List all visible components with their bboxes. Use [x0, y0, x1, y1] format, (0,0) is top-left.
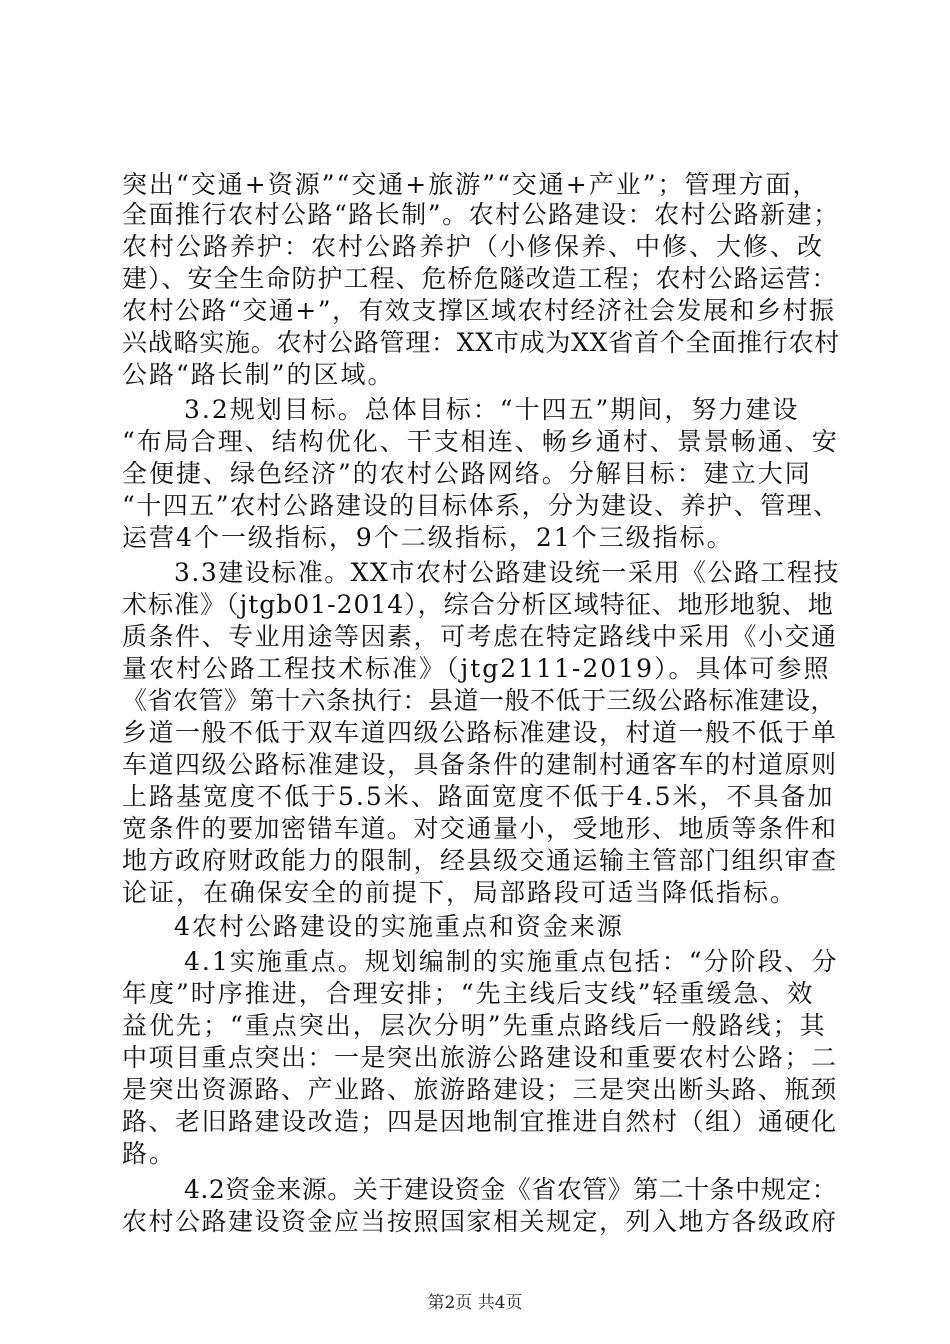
text-line: 全便捷、绿色经济”的农村公路网络。分解目标：建立大同 — [122, 459, 812, 488]
text-line: 全面推行农村公路“路长制”。农村公路建设：农村公路新建； — [122, 200, 840, 229]
text-line: 《省农管》第十六条执行：县道一般不低于三级公路标准建设， — [122, 686, 837, 715]
text-line: 益优先；“重点突出，层次分明”先重点路线后一般路线；其 — [122, 1011, 827, 1040]
section-heading: 3.2规划目标。总体目标：“十四五”期间，努力建设 — [184, 395, 800, 424]
text-line: 量农村公路工程技术标准》（jtg2111-2019）。具体可参照 — [122, 654, 831, 683]
page-number-footer: 第2页 共4页 — [427, 1293, 523, 1313]
text-line: 公路“路长制”的区域。 — [122, 360, 395, 389]
section-heading: 4农村公路建设的实施重点和资金来源 — [174, 912, 624, 941]
text-line: 地方政府财政能力的限制，经县级交通运输主管部门组织审查 — [122, 846, 838, 875]
text-line: “布局合理、结构优化、干支相连、畅乡通村、景景畅通、安 — [122, 427, 839, 456]
text-line: 乡道一般不低于双车道四级公路标准建设，村道一般不低于单 — [122, 718, 838, 747]
text-line: 农村公路建设资金应当按照国家相关规定，列入地方各级政府 — [122, 1207, 838, 1236]
text-line: 农村公路养护：农村公路养护（小修保养、中修、大修、改 — [122, 232, 825, 261]
text-line: 突出“交通+资源”“交通+旅游”“交通+产业”；管理方面， — [122, 170, 820, 199]
text-line: 术标准》（jtgb01-2014），综合分析区域特征、地形地貌、地 — [122, 590, 834, 619]
text-line: 质条件、专业用途等因素，可考虑在特定路线中采用《小交通 — [122, 622, 838, 651]
section-heading: 3.3建设标准。XX市农村公路建设统一采用《公路工程技 — [174, 558, 840, 587]
section-heading: 4.1实施重点。规划编制的实施重点包括：“分阶段、分 — [184, 947, 839, 976]
text-line: 宽条件的要加密错车道。对交通量小，受地形、地质等条件和 — [122, 814, 838, 843]
text-line: 中项目重点突出：一是突出旅游公路建设和重要农村公路；二 — [122, 1043, 838, 1072]
text-line: 是突出资源路、产业路、旅游路建设；三是突出断头路、瓶颈 — [122, 1075, 838, 1104]
text-line: 车道四级公路标准建设，具备条件的建制村通客车的村道原则 — [122, 750, 838, 779]
text-line: 上路基宽度不低于5.5米、路面宽度不低于4.5米，不具备加 — [122, 782, 835, 811]
text-line: 建）、安全生命防护工程、危桥危隧改造工程；农村公路运营： — [122, 264, 838, 293]
text-line: 运营4个一级指标，9个二级指标，21个三级指标。 — [122, 523, 734, 552]
text-line: 农村公路“交通+”，有效支撑区域农村经济社会发展和乡村振 — [122, 296, 836, 325]
text-line: 路、老旧路建设改造；四是因地制宜推进自然村（组）通硬化 — [122, 1107, 838, 1136]
text-line: “十四五”农村公路建设的目标体系，分为建设、养护、管理、 — [122, 491, 840, 520]
text-line: 兴战略实施。农村公路管理：XX市成为XX省首个全面推行农村 — [122, 328, 840, 357]
text-line: 路。 — [122, 1139, 177, 1168]
section-heading: 4.2资金来源。关于建设资金《省农管》第二十条中规定： — [184, 1175, 838, 1204]
text-line: 年度”时序推进，合理安排；“先主线后支线”轻重缓急、效 — [122, 979, 815, 1008]
text-line: 论证，在确保安全的前提下，局部路段可适当降低指标。 — [122, 878, 798, 907]
